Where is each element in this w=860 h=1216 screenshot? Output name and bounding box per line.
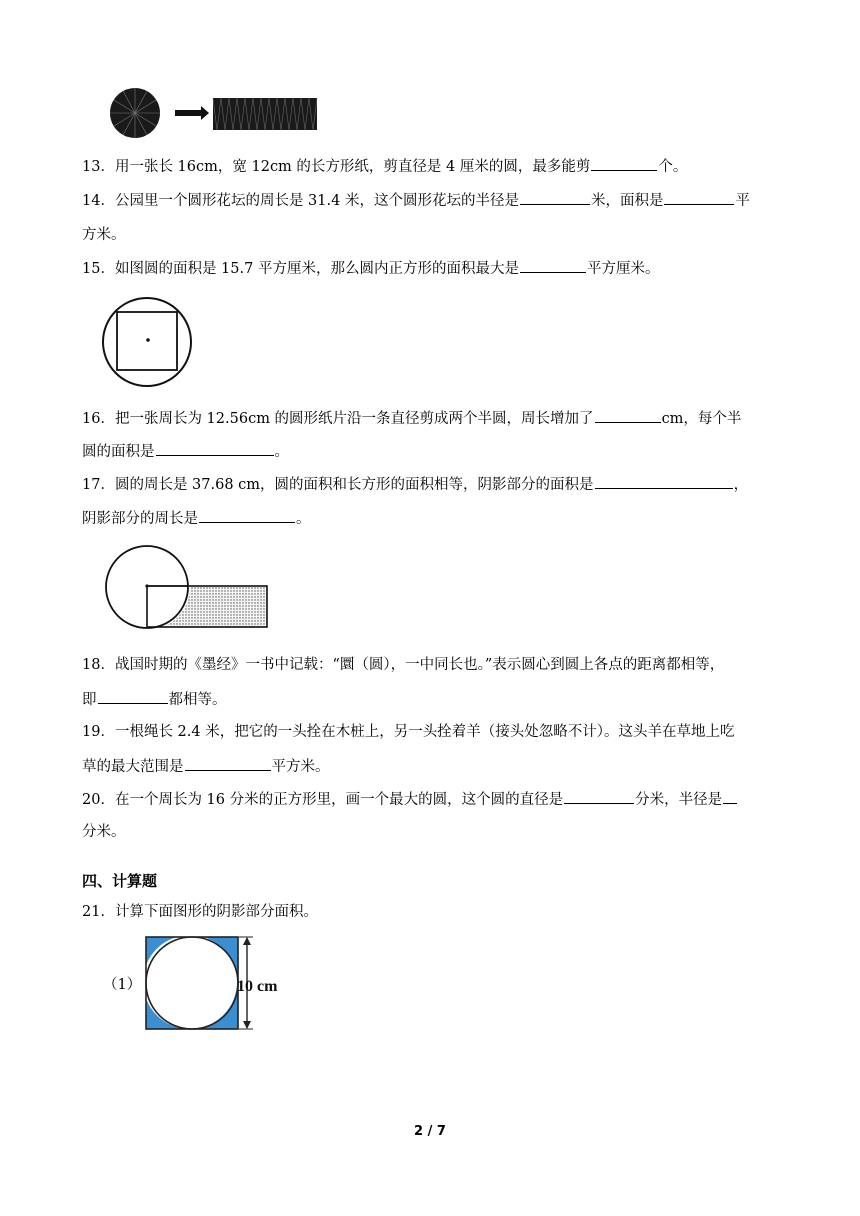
question-13: 13．用一张长 16cm，宽 12cm 的长方形纸，剪直径是 4 厘米的圆，最多能剪 个。 [82,156,782,177]
question-20-cont: 分米。 [82,824,126,840]
question-18-cont: 即 都相等。 [82,689,782,710]
answer-blank[interactable] [564,789,634,804]
answer-blank[interactable] [199,508,295,523]
question-14: 14．公园里一个圆形花坛的周长是 31.4 米，这个圆形花坛的半径是 米，面积是 平 [82,190,782,211]
answer-blank[interactable] [595,474,733,489]
question-20: 20．在一个周长为 16 分米的正方形里，画一个最大的圆，这个圆的直径是 分米，半径是 [82,789,782,810]
answer-blank[interactable] [98,689,168,704]
page-number: 2 / 7 [414,1124,446,1139]
circle-rectangle-shaded-figure [104,545,274,631]
question-17-cont: 阴影部分的周长是 。 [82,508,782,529]
answer-blank[interactable] [520,190,590,205]
square-in-circle-figure [101,296,193,388]
question-18: 18．战国时期的《墨经》一书中记载：“圜（圆），一中同长也。”表示圆心到圆上各点的距离都相等， [82,657,725,673]
answer-blank[interactable] [723,789,737,804]
question-19-cont: 草的最大范围是 平方米。 [82,756,782,777]
question-16-cont: 圆的面积是 。 [82,441,782,462]
circle-to-rectangle-figure [105,86,320,141]
answer-blank[interactable] [185,756,271,771]
sub-question-label: （1） [103,977,142,993]
question-14-cont: 方米。 [82,227,126,243]
section-title: 四、计算题 [82,872,158,890]
answer-blank[interactable] [156,441,274,456]
question-17: 17．圆的周长是 37.68 cm，圆的面积和长方形的面积相等，阴影部分的面积是 ， [82,474,782,495]
question-19: 19．一根绳长 2.4 米，把它的一头拴在木桩上，另一头拴着羊（接头处忽略不计）。这头羊在草地上吃 [82,724,735,740]
answer-blank[interactable] [595,408,661,423]
answer-blank[interactable] [591,156,657,171]
question-15: 15．如图圆的面积是 15.7 平方厘米，那么圆内正方形的面积最大是 平方厘米。 [82,258,782,279]
question-16: 16．把一张周长为 12.56cm 的圆形纸片沿一条直径剪成两个半圆，周长增加了 cm，每个半 [82,408,782,429]
dimension-label: 10 cm [237,978,278,995]
question-21: 21．计算下面图形的阴影部分面积。 [82,904,318,920]
answer-blank[interactable] [664,190,734,205]
answer-blank[interactable] [520,258,586,273]
square-circle-shaded-figure [143,935,293,1035]
